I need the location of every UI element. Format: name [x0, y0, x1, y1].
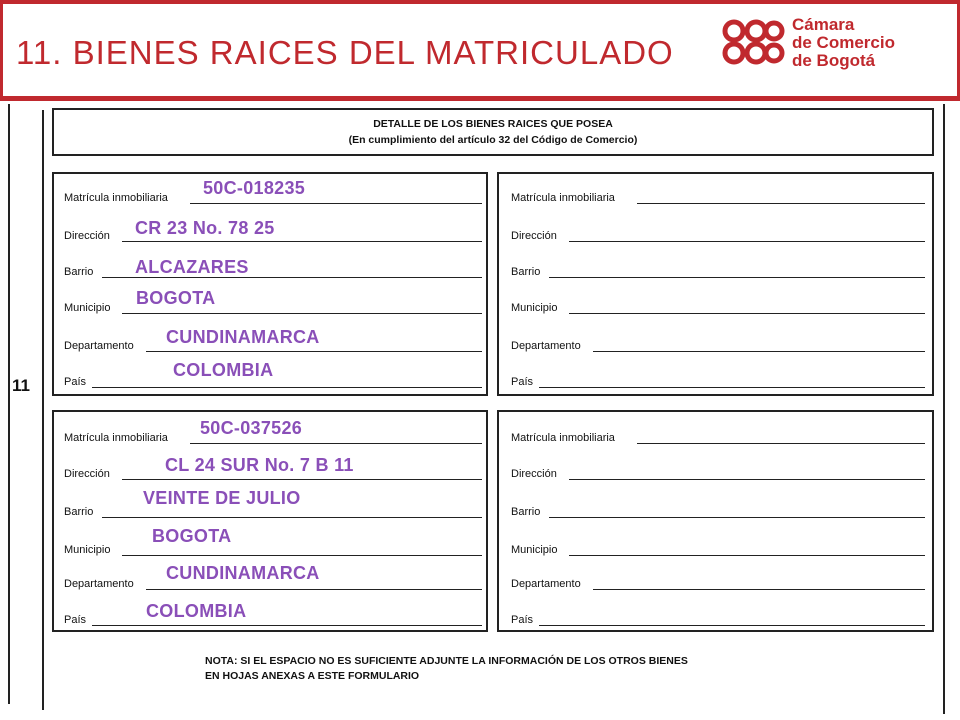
field-line [637, 443, 925, 444]
property-1-barrio-value: ALCAZARES [135, 257, 249, 277]
property-2-barrio-value: VEINTE DE JULIO [143, 488, 301, 508]
field-municipio [511, 538, 925, 558]
property-1-matricula-value: 50C-018235 [203, 178, 306, 198]
field-line [539, 625, 925, 626]
form-section-rule [42, 110, 44, 710]
field-label: Dirección [64, 468, 110, 480]
field-line [593, 351, 925, 352]
field-label: Dirección [64, 230, 110, 242]
note-line-1: NOTA: SI EL ESPACIO NO ES SUFICIENTE ADJUNTE LA INFORMACIÓN DE LOS OTROS BIENES [205, 655, 688, 667]
field-pais [511, 608, 925, 628]
form-left-rule [8, 104, 10, 704]
field-line [122, 313, 482, 314]
property-2-pais-value: COLOMBIA [146, 601, 247, 621]
field-barrio [64, 260, 482, 280]
field-departamento [511, 334, 925, 354]
header-top-border [0, 0, 960, 4]
field-line [146, 351, 482, 352]
property-1-departamento-value: CUNDINAMARCA [166, 327, 320, 347]
field-line [190, 203, 482, 204]
field-line [569, 241, 925, 242]
note-line-2: EN HOJAS ANEXAS A ESTE FORMULARIO [205, 670, 420, 682]
field-label: Departamento [511, 578, 581, 590]
field-municipio [511, 296, 925, 316]
form-heading-title: DETALLE DE LOS BIENES RAICES QUE POSEA [373, 118, 613, 130]
field-label: Municipio [64, 302, 111, 314]
page-title: 11. BIENES RAICES DEL MATRICULADO [16, 34, 674, 71]
field-line [637, 203, 925, 204]
field-label: Barrio [511, 506, 541, 518]
section-number: 11 [12, 376, 30, 395]
field-label: Matrícula inmobiliaria [511, 192, 615, 204]
field-label: Municipio [511, 302, 558, 314]
field-label: Matrícula inmobiliaria [64, 192, 168, 204]
field-label: Departamento [64, 340, 134, 352]
field-label: Barrio [64, 266, 94, 278]
property-1-direccion-value: CR 23 No. 78 25 [135, 218, 275, 238]
slide-header [0, 0, 960, 96]
property-1-pais-value: COLOMBIA [173, 360, 274, 380]
form-note [205, 654, 688, 684]
field-line [122, 479, 482, 480]
field-municipio [64, 538, 482, 558]
field-line [539, 387, 925, 388]
field-label: Matrícula inmobiliaria [511, 432, 615, 444]
field-line [146, 589, 482, 590]
property-box-2 [497, 172, 934, 396]
field-line [569, 479, 925, 480]
field-label: Municipio [64, 544, 111, 556]
field-label: Departamento [64, 578, 134, 590]
property-2-municipio-value: BOGOTA [152, 526, 232, 546]
field-direccion [511, 462, 925, 482]
header-left-border [0, 0, 3, 96]
field-line [549, 277, 925, 278]
field-matricula [511, 426, 925, 446]
field-label: País [64, 376, 87, 388]
field-label: Municipio [511, 544, 558, 556]
logo-wordmark [792, 16, 895, 70]
field-line [92, 387, 482, 388]
field-line [190, 443, 482, 444]
property-2-direccion-value: CL 24 SUR No. 7 B 11 [165, 455, 354, 475]
form-heading-subtitle: (En cumplimiento del artículo 32 del Código de Comercio) [348, 134, 638, 146]
field-line [549, 517, 925, 518]
field-departamento [511, 572, 925, 592]
field-label: Barrio [511, 266, 541, 278]
form-heading-box [52, 108, 934, 156]
property-box-4 [497, 410, 934, 632]
field-line [569, 313, 925, 314]
field-line [92, 625, 482, 626]
field-label: Dirección [511, 468, 557, 480]
field-pais [511, 370, 925, 390]
logo-line-3: de Bogotá [792, 51, 876, 70]
property-2-matricula-value: 50C-037526 [200, 418, 303, 438]
ccb-logo-icon [720, 18, 786, 72]
logo-line-1: Cámara [792, 15, 855, 34]
field-label: País [64, 614, 87, 626]
field-label: Departamento [511, 340, 581, 352]
field-label: Barrio [64, 506, 94, 518]
field-label: País [511, 614, 534, 626]
field-line [122, 241, 482, 242]
field-barrio [511, 500, 925, 520]
field-matricula [511, 186, 925, 206]
logo-line-2: de Comercio [792, 33, 895, 52]
field-line [102, 517, 482, 518]
field-line [569, 555, 925, 556]
property-1-municipio-value: BOGOTA [136, 288, 216, 308]
field-barrio [511, 260, 925, 280]
form-right-rule [943, 104, 945, 714]
field-label: Dirección [511, 230, 557, 242]
property-box-3 [52, 410, 488, 632]
field-direccion [511, 224, 925, 244]
field-line [593, 589, 925, 590]
property-2-departamento-value: CUNDINAMARCA [166, 563, 320, 583]
field-label: País [511, 376, 534, 388]
field-pais [64, 608, 482, 628]
field-line [122, 555, 482, 556]
field-municipio [64, 296, 482, 316]
field-label: Matrícula inmobiliaria [64, 432, 168, 444]
camara-de-comercio-logo [720, 14, 920, 74]
